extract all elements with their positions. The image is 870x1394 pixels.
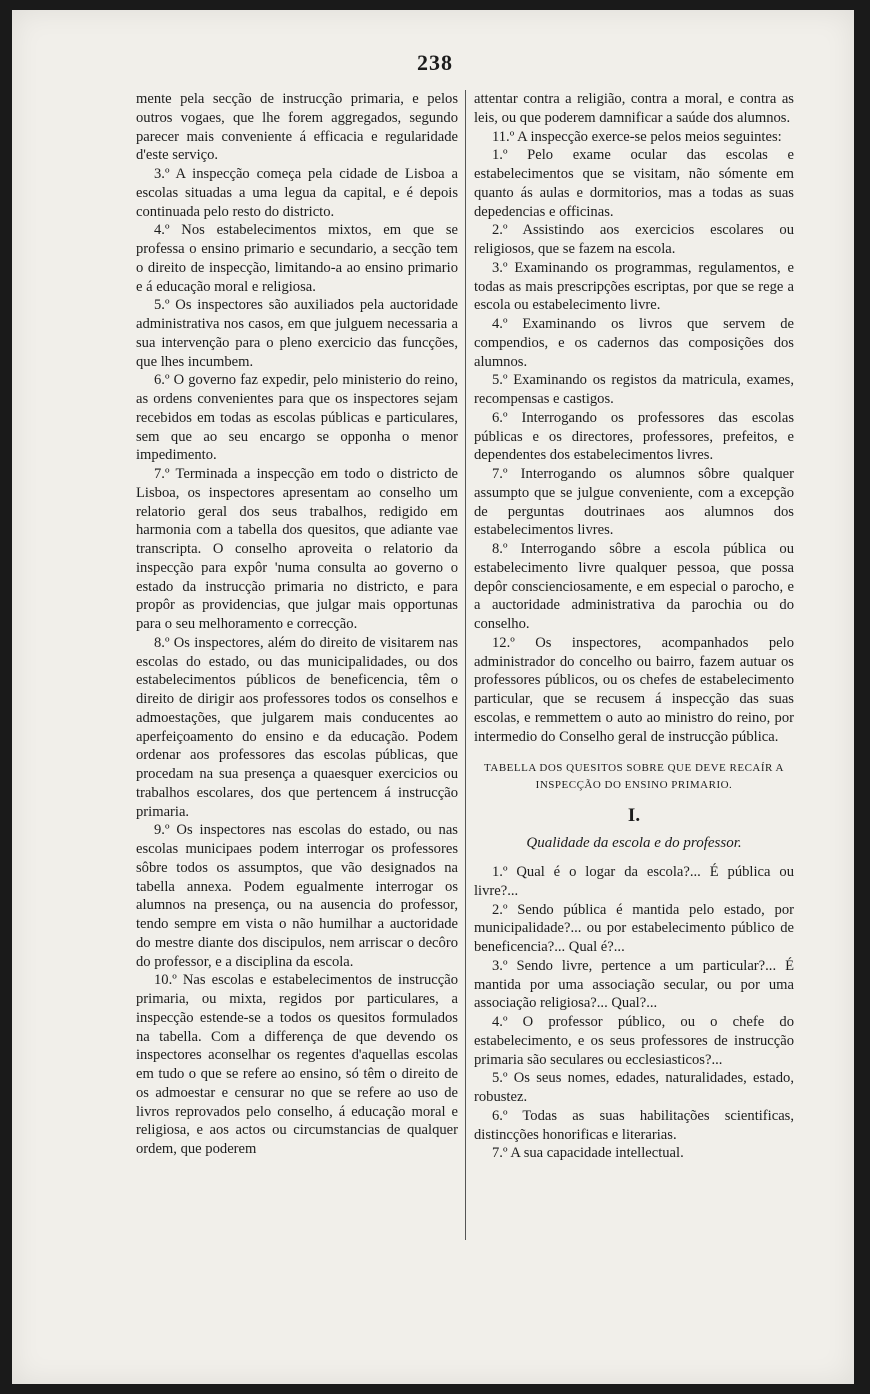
means-item-7: 7.º Interrogando os alumnos sôbre qualquer assumpto que se julgue conveniente, com a excepção de perguntas doutrinaes aos alumnos dos estabelecimentos livres. — [474, 466, 794, 539]
quesito-item: 1.º Qual é o logar da escola?... É pública ou livre?... — [474, 864, 794, 899]
paragraph-8: 8.º Os inspectores, além do direito de visitarem nas escolas do estado, ou das municipalidades, ou dos estabelecimentos públicos de beneficencia, têm o direito de dirigir aos professores todos os conselhos e admoestações, que julgarem mais conducentes ao aperfeiçoamento do ensino e da educação. Podem ordenar aos professores das escolas públicas, que procedam na sua presença a quaesquer exercicios ou trabalhos escolares, dos que pertencem á instrucção primaria. — [136, 634, 458, 820]
paragraph-4: 4.º Nos estabelecimentos mixtos, em que se professa o ensino primario e secundario, a secção tem o direito de inspecção, limitando-a ao ensino primario e á educação moral e religiosa. — [136, 222, 458, 295]
paragraph-10: 10.º Nas escolas e estabelecimentos de instrucção primaria, ou mixta, regidos por particulares, a inspecção estende-se a todos os quesitos formulados na tabella. Com a differença de que devendo os inspectores aconselhar os regentes d'aquellas escolas em tudo o que se refere ao ensino, só têm o direito de os admoestar e censurar no que se refere ao uso de livros reprovados pelo conselho, á educação moral e religiosa, e aos actos ou circumstancias de qualquer ordem, que poderem — [136, 972, 458, 1157]
right-column — [474, 90, 794, 1163]
means-item-2: 2.º Assistindo aos exercicios escolares ou religiosos, que se fazem na escola. — [474, 222, 794, 257]
quesito-item: 2.º Sendo pública é mantida pelo estado, por municipalidade?... ou por estabelecimento público de beneficencia?... Qual é?... — [474, 901, 794, 955]
paragraph-11: 11.º A inspecção exerce-se pelos meios seguintes: — [492, 128, 782, 145]
section-title: Qualidade da escola e do professor. — [526, 835, 742, 852]
paragraph-6: 6.º O governo faz expedir, pelo ministerio do reino, as ordens convenientes para que os inspectores sejam recebidos em todas as escolas públicas e particulares, sem que ao seu encargo se opponha o menor impedimento. — [136, 372, 458, 464]
means-item-6: 6.º Interrogando os professores das escolas públicas e os directores, professores, prefeitos, e dependentes dos estabelecimentos livres. — [474, 409, 794, 464]
means-item-1: 1.º Pelo exame ocular das escolas e estabelecimentos que se visitam, não sómente em quanto ás aulas e dormitorios, mas a todas as suas depedencias e officinas. — [474, 147, 794, 220]
page-number: 238 — [417, 50, 453, 75]
means-item-3: 3.º Examinando os programmas, regulamentos, e todas as mais prescripções escriptas, por que se rege a escola ou estabelecimento livre. — [474, 259, 794, 314]
quesito-item: 3.º Sendo livre, pertence a um particular?... É mantida por uma associação secular, ou por uma associação religiosa?... Qual?... — [474, 957, 794, 1012]
paragraph-7: 7.º Terminada a inspecção em todo o districto de Lisboa, os inspectores apresentam ao conselho um relatorio geral dos seus trabalhos, redigido em harmonia com a tabella dos quesitos, que adiante vae transcripta. O conselho aproveita o relatorio da inspecção para expôr 'numa consulta ao governo o estado da instrucção primaria no districto, e para propôr as providencias, que julgar mais opportunas para o seu melhoramento e correcção. — [136, 466, 458, 632]
paragraph-5: 5.º Os inspectores são auxiliados pela auctoridade administrativa nos casos, em que julguem necessaria a sua intervenção para o pleno exercicio das funcções, que lhes incumbem. — [136, 297, 458, 370]
paragraph-continuation: attentar contra a religião, contra a moral, e contra as leis, ou que poderem damnificar a saúde dos alumnos. — [474, 91, 794, 126]
quesito-item: 5.º Os seus nomes, edades, naturalidades, estado, robustez. — [474, 1070, 794, 1105]
column-divider — [465, 90, 466, 1240]
paragraph-continuation: mente pela secção de instrucção primaria, e pelos outros vogaes, que lhe forem aggregados, segundo parecer mais conveniente á efficacia e regularidade d'este serviço. — [136, 91, 458, 164]
left-column — [136, 90, 458, 1159]
quesito-item: 6.º Todas as suas habilitações scientificas, distincções honorificas e literarias. — [474, 1107, 794, 1143]
quesito-item: 4.º O professor público, ou o chefe do estabelecimento, e os seus professores de instrucção primaria são seculares ou ecclesiasticos?... — [474, 1014, 794, 1068]
quesito-item: 7.º A sua capacidade intellectual. — [492, 1145, 684, 1162]
paragraph-3: 3.º A inspecção começa pela cidade de Lisboa a escolas situadas a uma legua da capital, e é depois continuada pelo resto do districto. — [136, 166, 458, 220]
means-item-4: 4.º Examinando os livros que servem de compendios, e os cadernos das composições dos alumnos. — [474, 316, 794, 370]
means-item-5: 5.º Examinando os registos da matricula, exames, recompensas e castigos. — [474, 372, 794, 407]
section-number: I. — [627, 805, 641, 827]
means-item-8: 8.º Interrogando sôbre a escola pública ou estabelecimento livre qualquer pessoa, que possa depôr conscienciosamente, e em especial o parocho, e a auctoridade administrativa da parochia ou do conselho. — [474, 541, 794, 632]
table-heading: TABELLA DOS QUESITOS SOBRE QUE DEVE RECAÍR A INSPECÇÃO DO ENSINO PRIMARIO. — [484, 762, 784, 792]
paragraph-9: 9.º Os inspectores nas escolas do estado, ou nas escolas municipaes podem interrogar os professores sôbre todos os assumptos, que vão designados na tabella annexa. Podem egualmente interrogar os alumnos na presença, ou na ausencia do professor, tendo sempre em vista o não humilhar a auctoridade do mestre diante dos discipulos, nem arriscar o decôro do professor, e a disciplina da escola. — [136, 822, 458, 970]
paragraph-12: 12.º Os inspectores, acompanhados pelo administrador do concelho ou bairro, fazem autuar os professores públicos, ou os chefes de estabelecimento particular, que se recusem á inspecção das suas escolas, e remmettem o auto ao ministro do reino, por intermedio do Conselho geral de instrucção pública. — [474, 634, 794, 745]
